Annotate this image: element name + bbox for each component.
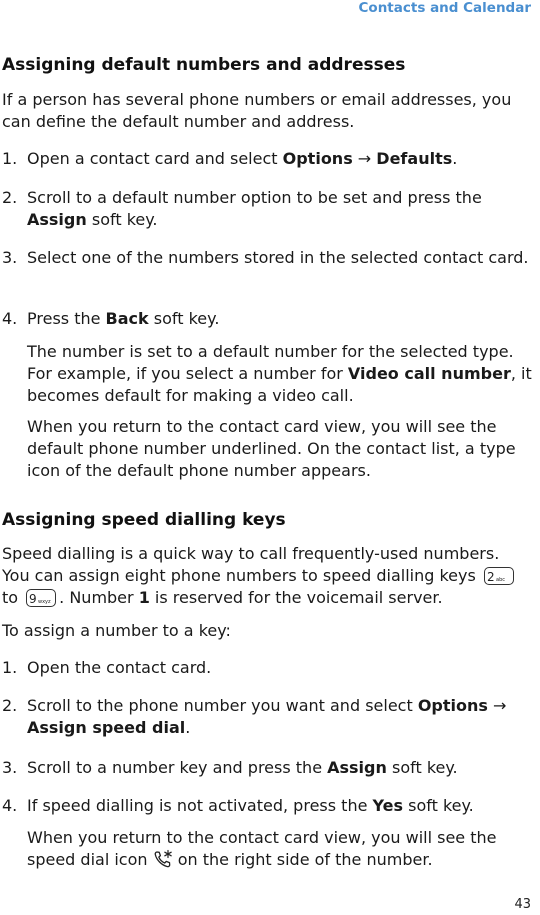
svg-text:abc: abc <box>495 577 505 583</box>
step-number: 2. <box>2 696 18 715</box>
svg-text:2: 2 <box>486 570 495 583</box>
step-number: 3. <box>2 248 18 267</box>
key-9-icon <box>26 589 56 607</box>
step-text: Scroll to the phone number you want and select Options → Assign speed dial. <box>27 696 507 737</box>
key-2-icon <box>484 567 514 585</box>
step-number: 3. <box>2 758 18 777</box>
step-number: 1. <box>2 658 18 677</box>
section-title-speed-dial: Assigning speed dialling keys <box>2 510 286 530</box>
page-number: 43 <box>514 897 531 912</box>
step-text: Open a contact card and select Options → Defaults. <box>27 149 458 168</box>
speed-dial-lead: To assign a number to a key: <box>2 621 231 640</box>
step-number: 4. <box>2 796 18 815</box>
step-number: 2. <box>2 188 18 207</box>
step-text: Open the contact card. <box>27 658 212 677</box>
svg-text:9: 9 <box>29 592 37 605</box>
step-number: 4. <box>2 309 18 328</box>
intro-paragraph: If a person has several phone numbers or email addresses, you can define the default number and address. <box>2 90 512 131</box>
step-4-note-2: When you return to the contact card view, you will see the default phone number underlined. On the contact list, a type icon of the default phone number appears. <box>27 417 516 480</box>
section-header: Contacts and Calendar <box>358 0 531 16</box>
step-text: Press the Back soft key. <box>27 309 220 328</box>
step-text: If speed dialling is not activated, press the Yes soft key. <box>27 796 474 815</box>
speed-dial-intro: Speed dialling is a quick way to call frequently-used numbers. You can assign eight phone numbers to speed dialling keys 2 abc to 9 wxyz . Number 1 is reserved for the voicemail server. <box>2 543 527 609</box>
step-4-note-1: The number is set to a default number for the selected type. For example, if you select a number for Video call number, it becomes default for making a video call. <box>27 342 532 405</box>
step-number: 1. <box>2 149 18 168</box>
step-text: Scroll to a number key and press the Assign soft key. <box>27 758 458 777</box>
section-title-default-numbers: Assigning default numbers and addresses <box>2 55 406 75</box>
step-text: Select one of the numbers stored in the selected contact card. <box>27 248 529 267</box>
svg-text:wxyz: wxyz <box>38 599 51 605</box>
sd-step-4-note: When you return to the contact card view, you will see the speed dial icon on the right side of the number. <box>27 828 497 869</box>
speed-dial-icon <box>153 849 173 869</box>
step-text: Scroll to a default number option to be set and press the Assign soft key. <box>27 188 482 229</box>
